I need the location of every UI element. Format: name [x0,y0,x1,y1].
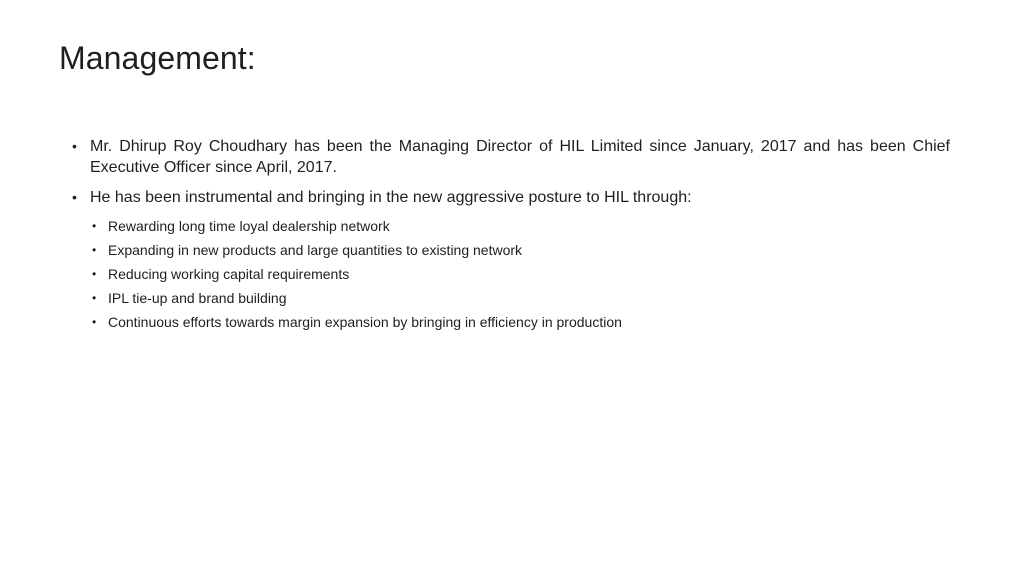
sub-bullet-icon: • [92,291,97,305]
sub-bullet-text: IPL tie-up and brand building [108,290,287,306]
sub-bullet-text: Rewarding long time loyal dealership network [108,218,390,234]
slide-body [70,136,950,337]
bullet-text: Mr. Dhirup Roy Choudhary has been the Managing Director of HIL Limited since January, 2017 and has been Chief Executive Officer since April, 2017. [90,138,950,176]
sub-bullet-item [90,265,950,283]
sub-bullet-list [90,217,950,331]
sub-bullet-icon: • [92,243,97,257]
sub-bullet-item [90,241,950,259]
sub-bullet-icon: • [92,219,97,233]
sub-bullet-item [90,313,950,331]
sub-bullet-text: Expanding in new products and large quantities to existing network [108,242,523,258]
sub-bullet-item [90,289,950,307]
bullet-item [70,136,950,178]
bullet-item [70,187,950,208]
sub-bullet-text: Continuous efforts towards margin expansion by bringing in efficiency in production [108,314,622,330]
bullet-icon: • [72,138,77,154]
sub-bullet-icon: • [92,267,97,281]
slide-title: Management: [59,40,256,76]
bullet-icon: • [72,189,77,205]
sub-bullet-text: Reducing working capital requirements [108,266,350,282]
sub-bullet-icon: • [92,315,97,329]
sub-bullet-item [90,217,950,235]
bullet-text: He has been instrumental and bringing in the new aggressive posture to HIL through: [90,189,692,206]
